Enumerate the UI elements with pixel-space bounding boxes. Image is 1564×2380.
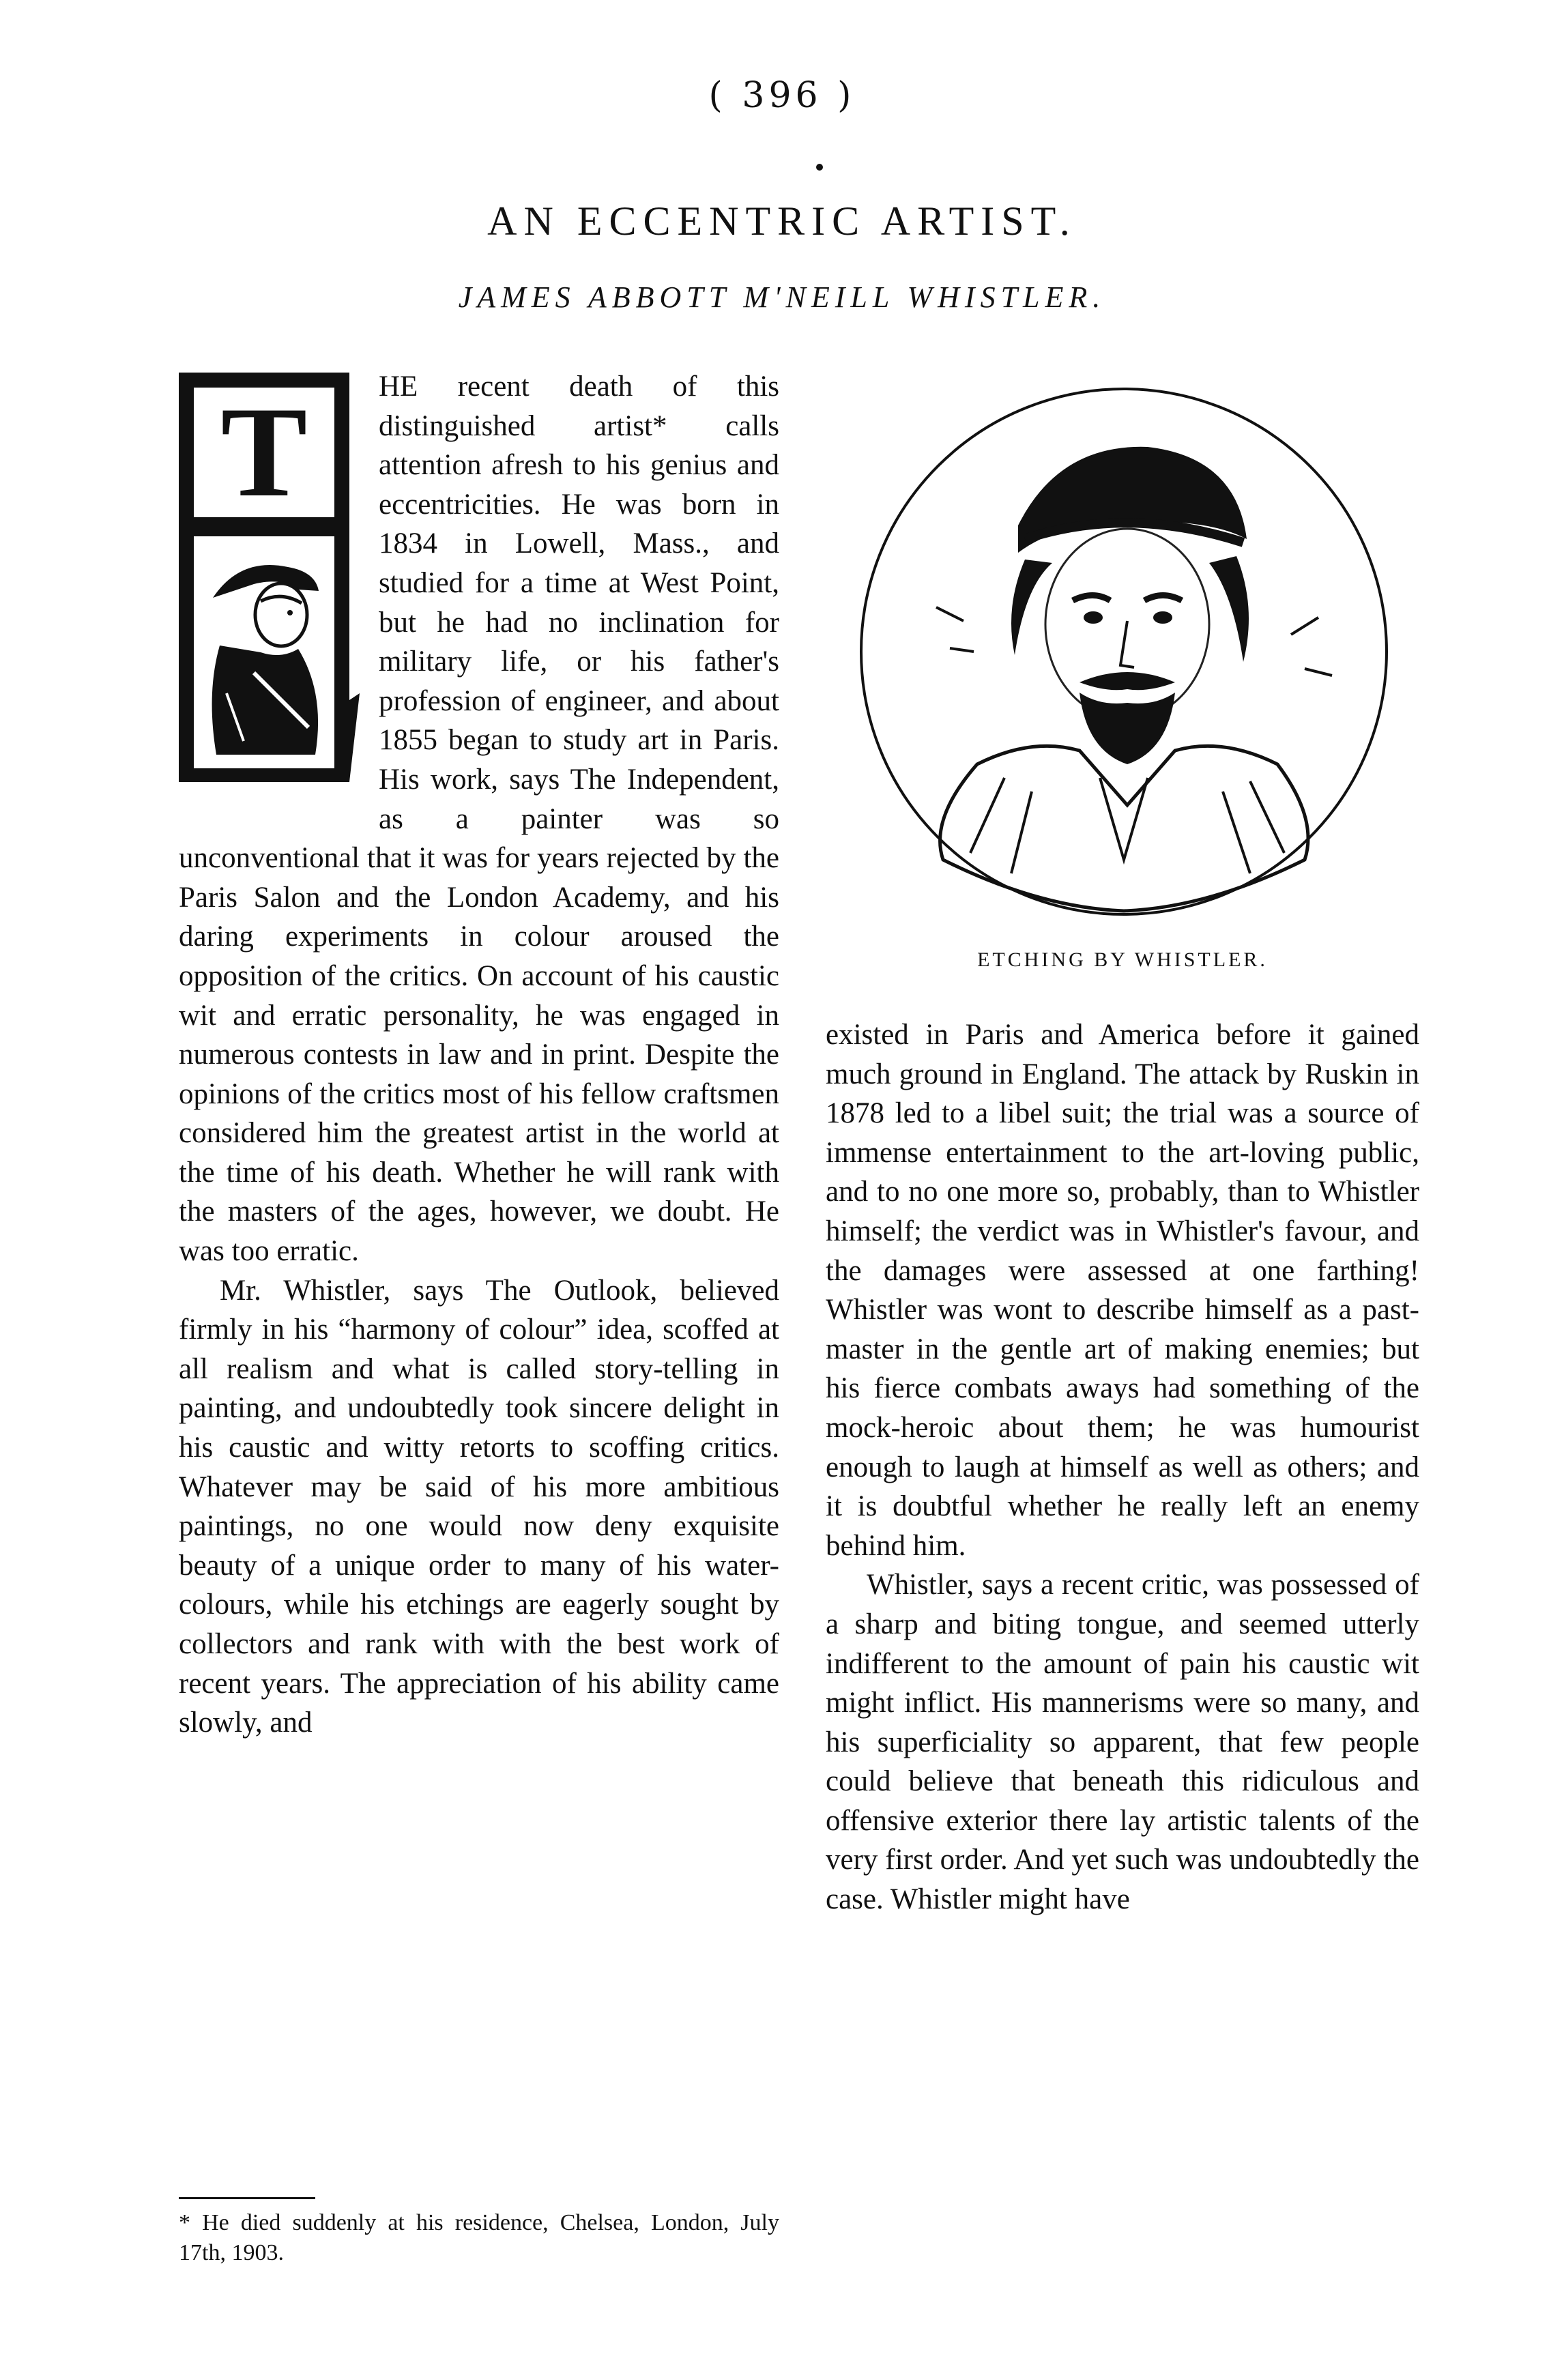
ornament-dot [816,164,823,171]
left-paragraph-2: Mr. Whistler, says The Outlook, believed firmly in his “harmony of colour” idea, scoffed at all realism and what is called story-telling in painting, and undoubtedly took sincere delight in his caustic and witty retorts to scoffing critics. Whatever may be said of his more ambitious paintings, no one would now deny exquisite beauty of a unique order to many of his water-colours, while his etchings are eagerly sought by collectors and rank with with the best work of recent years. The appreciation of his ability came slowly, and [179,1274,779,1739]
page-number: ( 396 ) [708,75,856,116]
left-paragraph-1: HE recent death of this distinguished artist* calls attention afresh to his genius and eccentricities. He was born in 1834 in Lowell, Mass., and studied for a time at West Point, but he had no inclination for military life, or his father's profession of engineer, and about 1855 began to study art in Paris. His work, says The Independent, as a painter was so unconventional that it was for years rejected by the Paris Salon and the London Academy, and his daring experiments in colour aroused the opposition of the critics. On account of his caustic wit and erratic personality, he was engaged in numerous contests in law and in print. Despite the opinions of the critics most of his fellow craftsmen considered him the greatest artist in the world at the time of his death. Whether he will rank with the masters of the ages, however, we doubt. He was too erratic. [179,371,779,1268]
portrait-icon [854,382,1393,921]
article-title: AN ECCENTRIC ARTIST. [487,199,1077,244]
left-column [179,367,779,1743]
right-paragraph-2: Whistler, says a recent critic, was possessed of a sharp and biting tongue, and seemed utterly indifferent to the amount of pain his caustic wit might inflict. His mannerisms were so many, and his superficiality so apparent, that few people could believe that beneath this ridiculous and offensive exterior there lay artistic talents of the very first order. And yet such was undoubtedly the case. Whistler might have [826,1569,1419,1916]
drop-cap-figure-icon [179,373,360,796]
footnote: * He died suddenly at his residence, Chelsea, London, July 17th, 1903. [179,2210,779,2265]
drop-cap-illustration [179,373,360,796]
article-subtitle: JAMES ABBOTT M'NEILL WHISTLER. [458,280,1106,314]
drop-cap-letter: T [220,381,308,524]
right-paragraph-1: existed in Paris and America before it gained much ground in England. The attack by Ruskin in 1878 led to a libel suit; the trial was a source of immense entertainment to the art-loving public, and to no one more so, probably, than to Whistler himself; the verdict was in Whistler's favour, and the damages were assessed at one farthing! Whistler was wont to describe himself as a past-master in the gentle art of making enemies; but his fierce combats aways had something of the mock-heroic about them; he was humourist enough to laugh at himself as well as others; and it is doubtful whether he really left an enemy behind him. [826,1019,1419,1562]
right-column [826,1015,1419,1919]
portrait-etching [854,382,1393,921]
footnote-rule [179,2197,315,2199]
portrait-caption: ETCHING BY WHISTLER. [977,948,1268,971]
